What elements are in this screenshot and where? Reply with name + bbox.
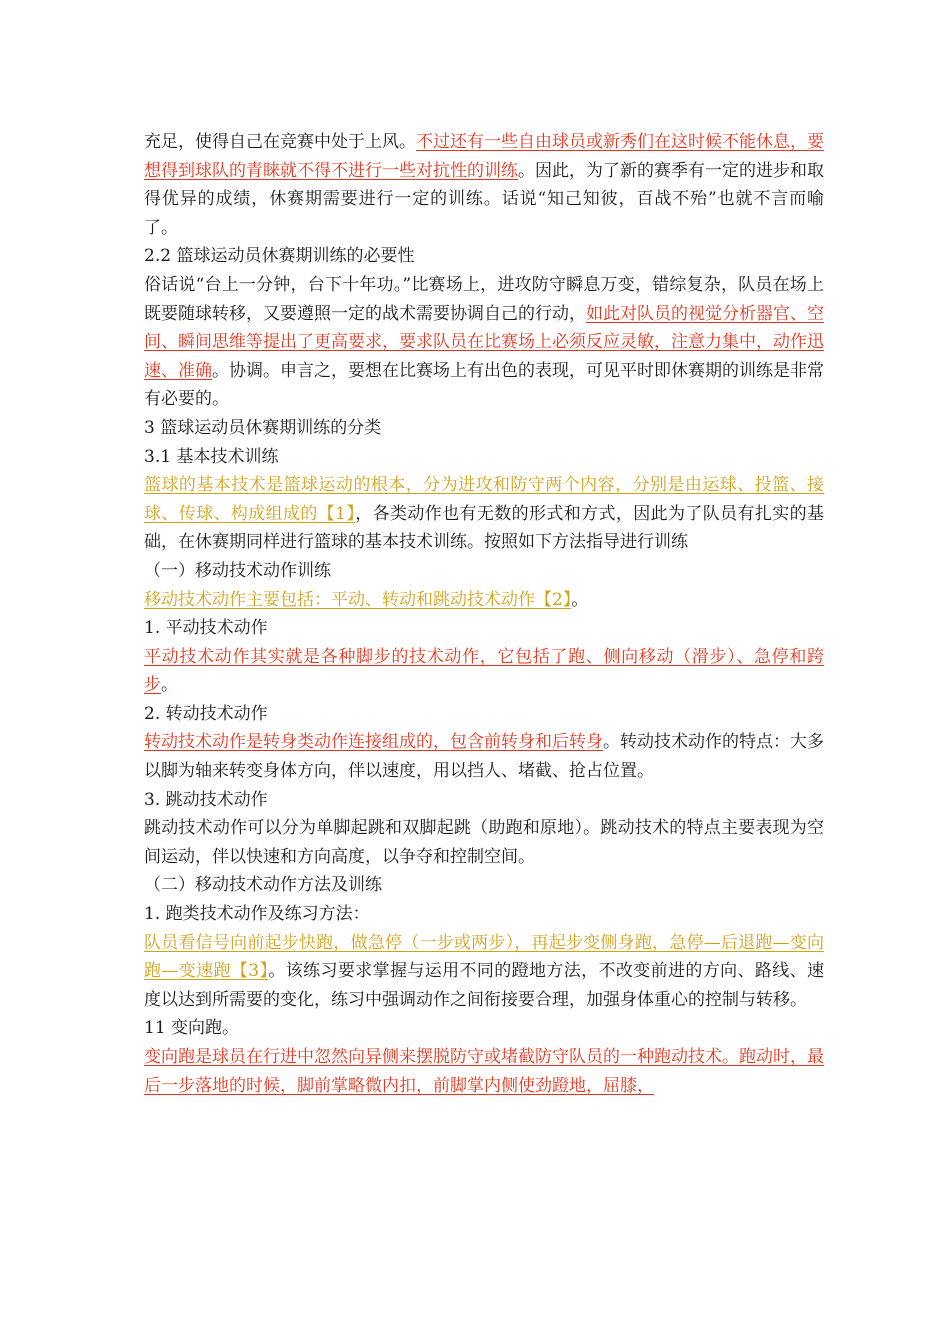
body-text: 11 变向跑。 [144,1018,240,1039]
body-text: 。该练习要求掌握与运用不同的蹬地方法，不改变前进的方向、路线、速度以达到所需要的变化，练习中强调动作之间衔接要合理，加强身体重心的控制与转移。 [144,961,824,1010]
body-text: 1. 平动技术动作 [144,618,268,639]
paragraph [144,643,824,700]
paragraph [144,271,824,414]
paragraph [144,814,824,871]
paragraph [144,700,824,729]
paragraph [144,557,824,586]
paragraph [144,414,824,443]
body-text: （二）移动技术动作方法及训练 [144,875,382,896]
paragraph [144,929,824,1015]
paragraph [144,614,824,643]
body-text: 。转动技术动作的特点：大多以脚为轴来转变身体方向，伴以速度，用以挡人、堵截、抢占位置。 [144,732,824,782]
paragraph [144,871,824,900]
highlighted-text-yellow: 移动技术动作主要包括：平动、转动和跳动技术动作【2】 [144,589,572,610]
highlighted-text-yellow: 篮球的基本技术是篮球运动的根本，分为进攻和防守两个内容，分别是由运球、投篮、接球、传球、构成组成的【1】 [144,475,824,524]
body-text: 2. 转动技术动作 [144,703,268,724]
body-text: 2.2 篮球运动员休赛期训练的必要性 [144,246,415,267]
highlighted-text-yellow: 队员看信号向前起步快跑，做急停（一步或两步），再起步变侧身跑，急停—后退跑—变向跑—变速跑【3】 [144,932,824,982]
body-text: （一）移动技术动作训练 [144,560,331,581]
body-text: 1. 跑类技术动作及练习方法： [144,904,370,925]
body-text: 3.1 基本技术训练 [144,446,279,467]
highlighted-text-red: 如此对队员的视觉分析器官、空间、瞬间思维等提出了更高要求，要求队员在比赛场上必须反应灵敏，注意力集中，动作迅速、准确 [144,303,824,381]
document-body [144,128,824,1100]
paragraph [144,242,824,271]
highlighted-text-red: 转动技术动作是转身类动作连接组成的，包含前转身和后转身 [144,732,603,753]
body-text: 。协调。申言之，要想在比赛场上有出色的表现，可见平时即休赛期的训练是非常有必要的。 [144,360,824,410]
paragraph [144,128,824,242]
paragraph [144,786,824,815]
paragraph [144,443,824,472]
highlighted-text-red: 不过还有一些自由球员或新秀们在这时候不能休息，要想得到球队的青睐就不得不进行一些对抗性的训练 [144,132,824,181]
body-text: 3 篮球运动员休赛期训练的分类 [144,417,382,438]
body-text: ，各类动作也有无数的形式和方式，因此为了队员有扎实的基础，在休赛期同样进行篮球的基本技术训练。按照如下方法指导进行训练 [144,503,824,553]
paragraph [144,1014,824,1043]
body-text: 跳动技术动作可以分为单脚起跳和双脚起跳（助跑和原地）。跳动技术的特点主要表现为空间运动，伴以快速和方向高度，以争夺和控制空间。 [144,818,824,867]
paragraph [144,728,824,785]
body-text: 。 [161,675,178,696]
body-text: 。因此，为了新的赛季有一定的进步和取得优异的成绩，休赛期需要进行一定的训练。话说“知己知彼，百战不殆”也就不言而喻了。 [144,160,824,238]
body-text: 充足，使得自己在竞赛中处于上风。 [144,132,416,152]
paragraph [144,586,824,615]
highlighted-text-red: 平动技术动作其实就是各种脚步的技术动作，它包括了跑、侧向移动（滑步）、急停和跨步 [144,646,824,696]
paragraph [144,471,824,557]
paragraph [144,900,824,929]
body-text: 3. 跳动技术动作 [144,789,268,810]
body-text: 。 [571,589,589,610]
paragraph [144,1043,824,1100]
highlighted-text-red: 变向跑是球员在行进中忽然向异侧来摆脱防守或堵截防守队员的一种跑动技术。跑动时，最后一步落地的时候，脚前掌略微内扣，前脚掌内侧使劲蹬地，屈膝， [144,1047,824,1096]
body-text: 俗话说“台上一分钟，台下十年功。”比赛场上，进攻防守瞬息万变，错综复杂，队员在场上既要随球转移，又要遵照一定的战术需要协调自己的行动， [144,274,824,324]
